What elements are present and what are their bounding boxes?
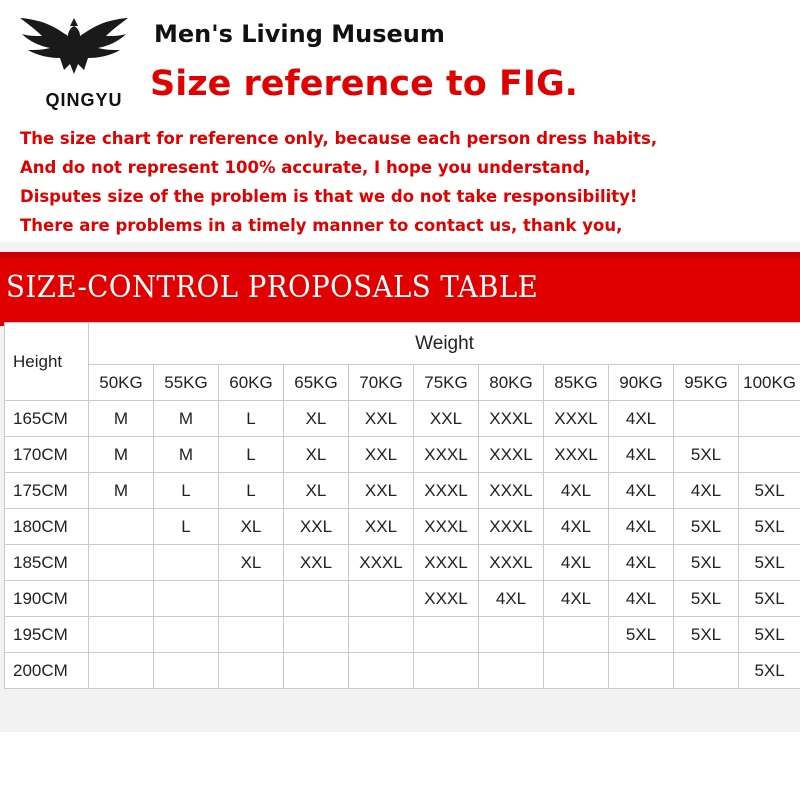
size-cell: M xyxy=(89,437,154,473)
size-cell xyxy=(414,617,479,653)
height-cell: 165CM xyxy=(5,401,89,437)
size-cell: XXXL xyxy=(349,545,414,581)
size-cell: 4XL xyxy=(544,545,609,581)
weight-column-header: 100KG xyxy=(739,365,800,401)
size-cell xyxy=(674,653,739,689)
note-line: There are problems in a timely manner to contact us, thank you, xyxy=(20,216,623,235)
weight-column-header: 80KG xyxy=(479,365,544,401)
size-cell: 5XL xyxy=(674,437,739,473)
size-cell: M xyxy=(89,473,154,509)
size-cell xyxy=(154,653,219,689)
banner-title: SIZE-CONTROL PROPOSALS TABLE xyxy=(6,270,539,305)
size-cell xyxy=(544,617,609,653)
size-cell: XXL xyxy=(349,401,414,437)
size-cell: L xyxy=(219,437,284,473)
size-cell: 4XL xyxy=(609,473,674,509)
size-cell: 5XL xyxy=(739,653,800,689)
table-row xyxy=(5,473,800,509)
size-cell: 5XL xyxy=(739,545,800,581)
size-cell: XXL xyxy=(414,401,479,437)
size-cell xyxy=(219,653,284,689)
size-cell: XXXL xyxy=(479,437,544,473)
size-cell: M xyxy=(89,401,154,437)
size-cell: 4XL xyxy=(609,545,674,581)
size-cell: 4XL xyxy=(609,437,674,473)
size-cell: XXXL xyxy=(479,473,544,509)
weight-column-header: 50KG xyxy=(89,365,154,401)
qingyu-logo xyxy=(18,14,130,110)
size-cell: XXXL xyxy=(544,401,609,437)
weight-column-header: 60KG xyxy=(219,365,284,401)
logo-text: QINGYU xyxy=(45,90,123,110)
size-cell: XXXL xyxy=(414,437,479,473)
table-row xyxy=(5,581,800,617)
size-cell xyxy=(89,545,154,581)
size-cell: XXL xyxy=(349,437,414,473)
size-cell xyxy=(89,653,154,689)
height-cell: 180CM xyxy=(5,509,89,545)
size-cell xyxy=(674,401,739,437)
size-cell xyxy=(414,653,479,689)
size-cell xyxy=(609,653,674,689)
weight-row xyxy=(5,365,800,401)
size-cell xyxy=(154,617,219,653)
height-cell: 200CM xyxy=(5,653,89,689)
height-cell: 190CM xyxy=(5,581,89,617)
size-cell: 5XL xyxy=(739,581,800,617)
size-cell xyxy=(219,617,284,653)
size-cell: M xyxy=(154,401,219,437)
size-cell: 5XL xyxy=(674,581,739,617)
size-cell: XXXL xyxy=(414,545,479,581)
weight-column-header: 90KG xyxy=(609,365,674,401)
size-chart-table xyxy=(4,322,800,689)
size-cell: 4XL xyxy=(674,473,739,509)
height-cell: 175CM xyxy=(5,473,89,509)
size-cell xyxy=(349,653,414,689)
size-cell xyxy=(89,509,154,545)
table-row xyxy=(5,545,800,581)
size-cell: 5XL xyxy=(674,617,739,653)
size-cell: XXL xyxy=(349,509,414,545)
size-cell xyxy=(284,617,349,653)
size-cell: 4XL xyxy=(609,509,674,545)
size-cell xyxy=(284,581,349,617)
size-cell: XXXL xyxy=(479,509,544,545)
weight-column-header: 65KG xyxy=(284,365,349,401)
size-cell xyxy=(219,581,284,617)
page-title: Size reference to FIG. xyxy=(150,64,578,104)
size-cell: 4XL xyxy=(609,401,674,437)
size-cell xyxy=(154,545,219,581)
size-cell xyxy=(349,617,414,653)
table-row xyxy=(5,509,800,545)
size-cell xyxy=(284,653,349,689)
size-cell: 5XL xyxy=(739,617,800,653)
size-cell: XL xyxy=(219,545,284,581)
size-cell: 5XL xyxy=(739,509,800,545)
size-cell: XXXL xyxy=(479,545,544,581)
size-cell xyxy=(89,581,154,617)
size-cell: XXXL xyxy=(414,581,479,617)
disclaimer-notes xyxy=(20,124,800,240)
table-row xyxy=(5,617,800,653)
size-cell xyxy=(479,653,544,689)
table-row xyxy=(5,437,800,473)
size-cell: XL xyxy=(219,509,284,545)
size-cell: 4XL xyxy=(479,581,544,617)
table-row xyxy=(5,401,800,437)
note-line: Disputes size of the problem is that we do not take responsibility! xyxy=(20,187,638,206)
weight-column-header: 70KG xyxy=(349,365,414,401)
size-cell xyxy=(544,653,609,689)
weight-header: Weight xyxy=(89,323,800,365)
size-cell xyxy=(349,581,414,617)
banner-shadow xyxy=(0,252,800,258)
size-cell: XL xyxy=(284,437,349,473)
size-cell: XXL xyxy=(349,473,414,509)
size-cell xyxy=(739,401,800,437)
table-banner xyxy=(0,252,800,326)
weight-column-header: 55KG xyxy=(154,365,219,401)
note-line: The size chart for reference only, because each person dress habits, xyxy=(20,129,658,148)
size-cell xyxy=(154,581,219,617)
size-cell: XXL xyxy=(284,545,349,581)
size-cell: 4XL xyxy=(544,509,609,545)
size-cell: L xyxy=(219,401,284,437)
size-cell: XXXL xyxy=(414,509,479,545)
size-cell: XXXL xyxy=(479,401,544,437)
size-cell: 4XL xyxy=(544,473,609,509)
size-cell: 5XL xyxy=(609,617,674,653)
size-cell: 5XL xyxy=(674,509,739,545)
size-cell: L xyxy=(154,473,219,509)
weight-column-header: 75KG xyxy=(414,365,479,401)
brand-name: Men's Living Museum xyxy=(154,20,445,48)
size-cell: XL xyxy=(284,473,349,509)
note-line: And do not represent 100% accurate, I hope you understand, xyxy=(20,158,591,177)
table-row xyxy=(5,653,800,689)
eagle-logo-icon xyxy=(18,14,130,90)
size-cell: 4XL xyxy=(544,581,609,617)
size-cell: XXXL xyxy=(414,473,479,509)
weight-column-header: 85KG xyxy=(544,365,609,401)
size-cell: 5XL xyxy=(739,473,800,509)
size-cell: 5XL xyxy=(674,545,739,581)
size-cell xyxy=(739,437,800,473)
height-cell: 170CM xyxy=(5,437,89,473)
height-header: Height xyxy=(5,323,89,401)
weight-column-header: 95KG xyxy=(674,365,739,401)
size-cell xyxy=(89,617,154,653)
size-cell: 4XL xyxy=(609,581,674,617)
size-body xyxy=(5,401,800,689)
size-cell: XL xyxy=(284,401,349,437)
size-cell xyxy=(479,617,544,653)
size-cell: L xyxy=(219,473,284,509)
size-cell: L xyxy=(154,509,219,545)
size-cell: M xyxy=(154,437,219,473)
size-cell: XXXL xyxy=(544,437,609,473)
height-cell: 185CM xyxy=(5,545,89,581)
size-cell: XXL xyxy=(284,509,349,545)
height-cell: 195CM xyxy=(5,617,89,653)
